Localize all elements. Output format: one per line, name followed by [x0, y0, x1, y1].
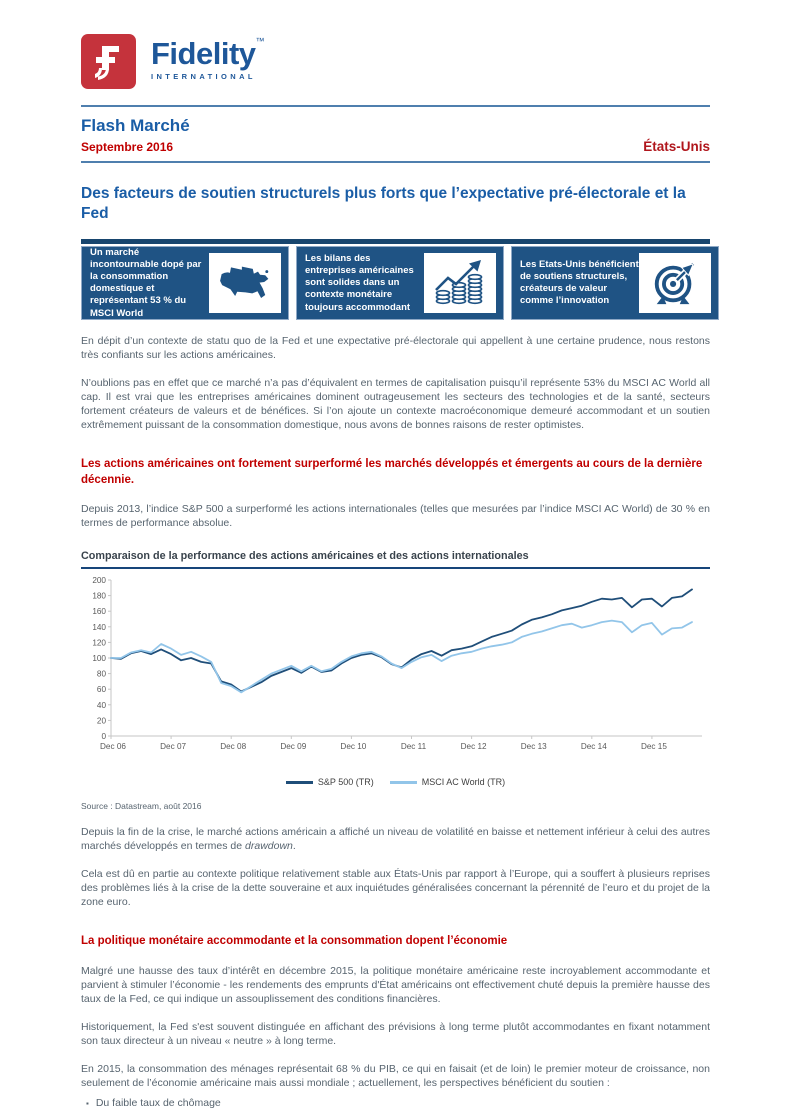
line-chart-canvas [81, 573, 710, 770]
publication-title: Flash Marché [81, 116, 190, 135]
highlight-boxes [81, 239, 710, 320]
political-context-paragraph: Cela est dû en partie au contexte politique relativement stable aux États-Unis par rapport à l’Europe, qui a souffert à plusieurs reprises des problèmes liés à la crise de la dette souveraine et aux inquiétudes généralisées concernant la pérennité de l’euro et du projet de la zone euro. [81, 868, 710, 909]
highlight-box-text: Les Etats-Unis bénéficient de soutiens structurels, créateurs de valeur comme l’innovation [520, 258, 639, 307]
date-region-row [81, 139, 710, 154]
chart-source: Source : Datastream, août 2016 [81, 801, 202, 812]
issue-date: Septembre 2016 [81, 140, 174, 154]
chart-legend [81, 777, 710, 787]
section-heading-performance: Les actions américaines ont fortement surperformé les marchés développés et émergents au cours de la dernière décennie. [81, 458, 703, 487]
svg-text:Dec 11: Dec 11 [400, 742, 427, 752]
legend-label-sp500: S&P 500 (TR) [317, 777, 374, 788]
brand-trademark: ™ [255, 36, 265, 46]
brand-name: Fidelity [151, 36, 256, 71]
performance-paragraph: Depuis 2013, l’indice S&P 500 a surperformé les actions internationales (telles que mesurées par l’indice MSCI AC World) de 30 % en termes de performance absolue. [81, 503, 710, 530]
svg-text:100: 100 [92, 654, 106, 664]
brand-subtitle: INTERNATIONAL [151, 72, 256, 81]
svg-text:160: 160 [92, 607, 106, 617]
bullet-text: Du faible taux de chômage [95, 1096, 221, 1109]
drawdown-text-after: . [292, 840, 296, 853]
svg-text:140: 140 [92, 623, 106, 633]
highlight-box-market [81, 246, 289, 320]
svg-text:120: 120 [92, 638, 106, 648]
usa-map-icon [209, 253, 281, 313]
svg-text:200: 200 [92, 576, 106, 586]
drawdown-paragraph [81, 825, 710, 853]
svg-text:Dec 06: Dec 06 [100, 742, 126, 752]
policy-paragraph-2: Historiquement, la Fed s'est souvent distinguée en affichant des prévisions à long terme plutôt accommodantes en fixant notamment son taux directeur à un niveau « neutre » à long terme. [81, 1020, 710, 1047]
legend-item-sp500 [286, 777, 374, 787]
highlight-box-balance-sheets [296, 246, 504, 320]
legend-label-msci: MSCI AC World (TR) [421, 777, 506, 788]
brand-logo [81, 34, 710, 89]
header-rule-top [81, 105, 710, 107]
innovation-target-icon [639, 253, 711, 313]
performance-chart [81, 573, 710, 787]
article-headline: Des facteurs de soutien structurels plus forts que l’expectative pré-électorale et la Fed [81, 185, 686, 223]
section-heading-policy: La politique monétaire accommodante et la consommation dopent l’économie [81, 935, 508, 948]
svg-text:Dec 07: Dec 07 [160, 742, 187, 752]
svg-text:Dec 12: Dec 12 [460, 742, 487, 752]
header-rule-bottom [81, 161, 710, 163]
intro-paragraph-1: En dépit d’un contexte de statu quo de la Fed et une expectative pré-électorale qui appellent à une certaine prudence, nous restons très confiants sur les actions américaines. [81, 335, 710, 362]
region-label: États-Unis [643, 139, 710, 154]
highlight-box-text: Les bilans des entreprises américaines sont solides dans un contexte monétaire toujours accommodant [305, 252, 414, 313]
legend-item-msci [390, 777, 505, 787]
svg-text:40: 40 [96, 701, 106, 711]
legend-swatch-msci [390, 781, 417, 784]
svg-text:Dec 13: Dec 13 [520, 742, 547, 752]
fidelity-f-icon [81, 34, 136, 89]
fidelity-f-glyph [91, 42, 127, 82]
svg-text:0: 0 [101, 732, 106, 742]
svg-text:Dec 09: Dec 09 [280, 742, 307, 752]
svg-text:Dec 15: Dec 15 [640, 742, 667, 752]
svg-text:80: 80 [96, 670, 106, 680]
bullet-item [86, 1097, 710, 1109]
svg-text:60: 60 [96, 685, 106, 695]
highlight-box-text: Un marché incontournable dopé par la consommation domestique et représentant 53 % du MSCI World [90, 246, 202, 319]
brand-wordmark [151, 34, 265, 81]
square-bullet-icon: ▪ [86, 1098, 89, 1108]
svg-text:Dec 10: Dec 10 [340, 742, 367, 752]
highlight-box-innovation [511, 246, 719, 320]
svg-text:20: 20 [96, 716, 106, 726]
svg-text:180: 180 [92, 592, 106, 602]
svg-text:Dec 08: Dec 08 [220, 742, 247, 752]
policy-paragraph-3: En 2015, la consommation des ménages représentait 68 % du PIB, ce qui en faisait (et de loin) le premier moteur de croissance, non seulement de l’économie américaine mais aussi mondiale ; actuellement, les perspectives bénéficient du soutien : [81, 1062, 710, 1089]
chart-title: Comparaison de la performance des actions américaines et des actions internationales [81, 550, 710, 569]
coins-growth-icon [424, 253, 496, 313]
drawdown-text-before: Depuis la fin de la crise, le marché actions américain a affiché un niveau de volatilité en baisse et nettement inférieur à celui des autres marchés développés en termes de [81, 826, 710, 853]
intro-paragraph-2: N’oublions pas en effet que ce marché n’a pas d’équivalent en termes de capitalisation puisqu’il représente 53% du MSCI AC World all cap. Il est vrai que les entreprises américaines dominent outrageusement les secteurs des technologies et de la santé, secteurs fortement créateurs de valeurs et de bénéfices. Si l’on ajoute un contexte macroéconomique demeuré accommodant et un soutien extrêmement puissant de la consommation domestique, nous avons de bonnes raisons de rester optimistes. [81, 377, 710, 432]
legend-swatch-sp500 [286, 781, 313, 784]
svg-text:Dec 14: Dec 14 [580, 742, 607, 752]
policy-paragraph-1: Malgré une hausse des taux d’intérêt en décembre 2015, la politique monétaire américaine reste incroyablement accommodante et parvient à stimuler l’économie - les rendements des emprunts d'État américains ont effectivement chuté depuis la première hausse des taux de la Fed, ce qui indique un assouplissement des conditions financières. [81, 964, 710, 1005]
italic-term-drawdown: drawdown [245, 840, 293, 853]
